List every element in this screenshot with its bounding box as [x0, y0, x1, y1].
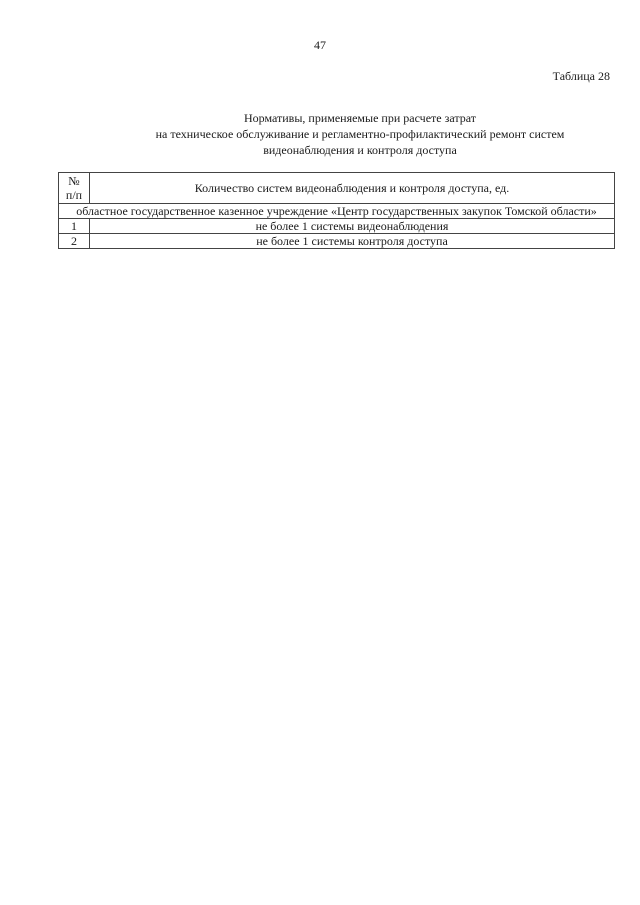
row-value: не более 1 системы контроля доступа: [90, 234, 615, 249]
table-row: [59, 234, 615, 249]
document-title: [130, 110, 590, 158]
table-label: Таблица 28: [552, 69, 610, 83]
header-quantity: Количество систем видеонаблюдения и контроля доступа, ед.: [90, 173, 615, 204]
header-number-abbr: п/п: [65, 188, 83, 202]
header-number-symbol: №: [68, 174, 80, 188]
header-number: [59, 173, 90, 204]
table-header-row: [59, 173, 615, 204]
row-value: не более 1 системы видеонаблюдения: [90, 219, 615, 234]
norms-table: [58, 172, 615, 249]
page-number: 47: [314, 38, 326, 52]
row-number: 2: [59, 234, 90, 249]
title-line-2: на техническое обслуживание и регламентно-профилактический ремонт систем: [155, 127, 565, 141]
org-row: [59, 204, 615, 219]
row-number: 1: [59, 219, 90, 234]
title-line-3: видеонаблюдения и контроля доступа: [263, 143, 457, 157]
title-line-1: Нормативы, применяемые при расчете затрат: [243, 111, 476, 125]
org-name: областное государственное казенное учреждение «Центр государственных закупок Томской области»: [59, 204, 615, 219]
table-row: [59, 219, 615, 234]
